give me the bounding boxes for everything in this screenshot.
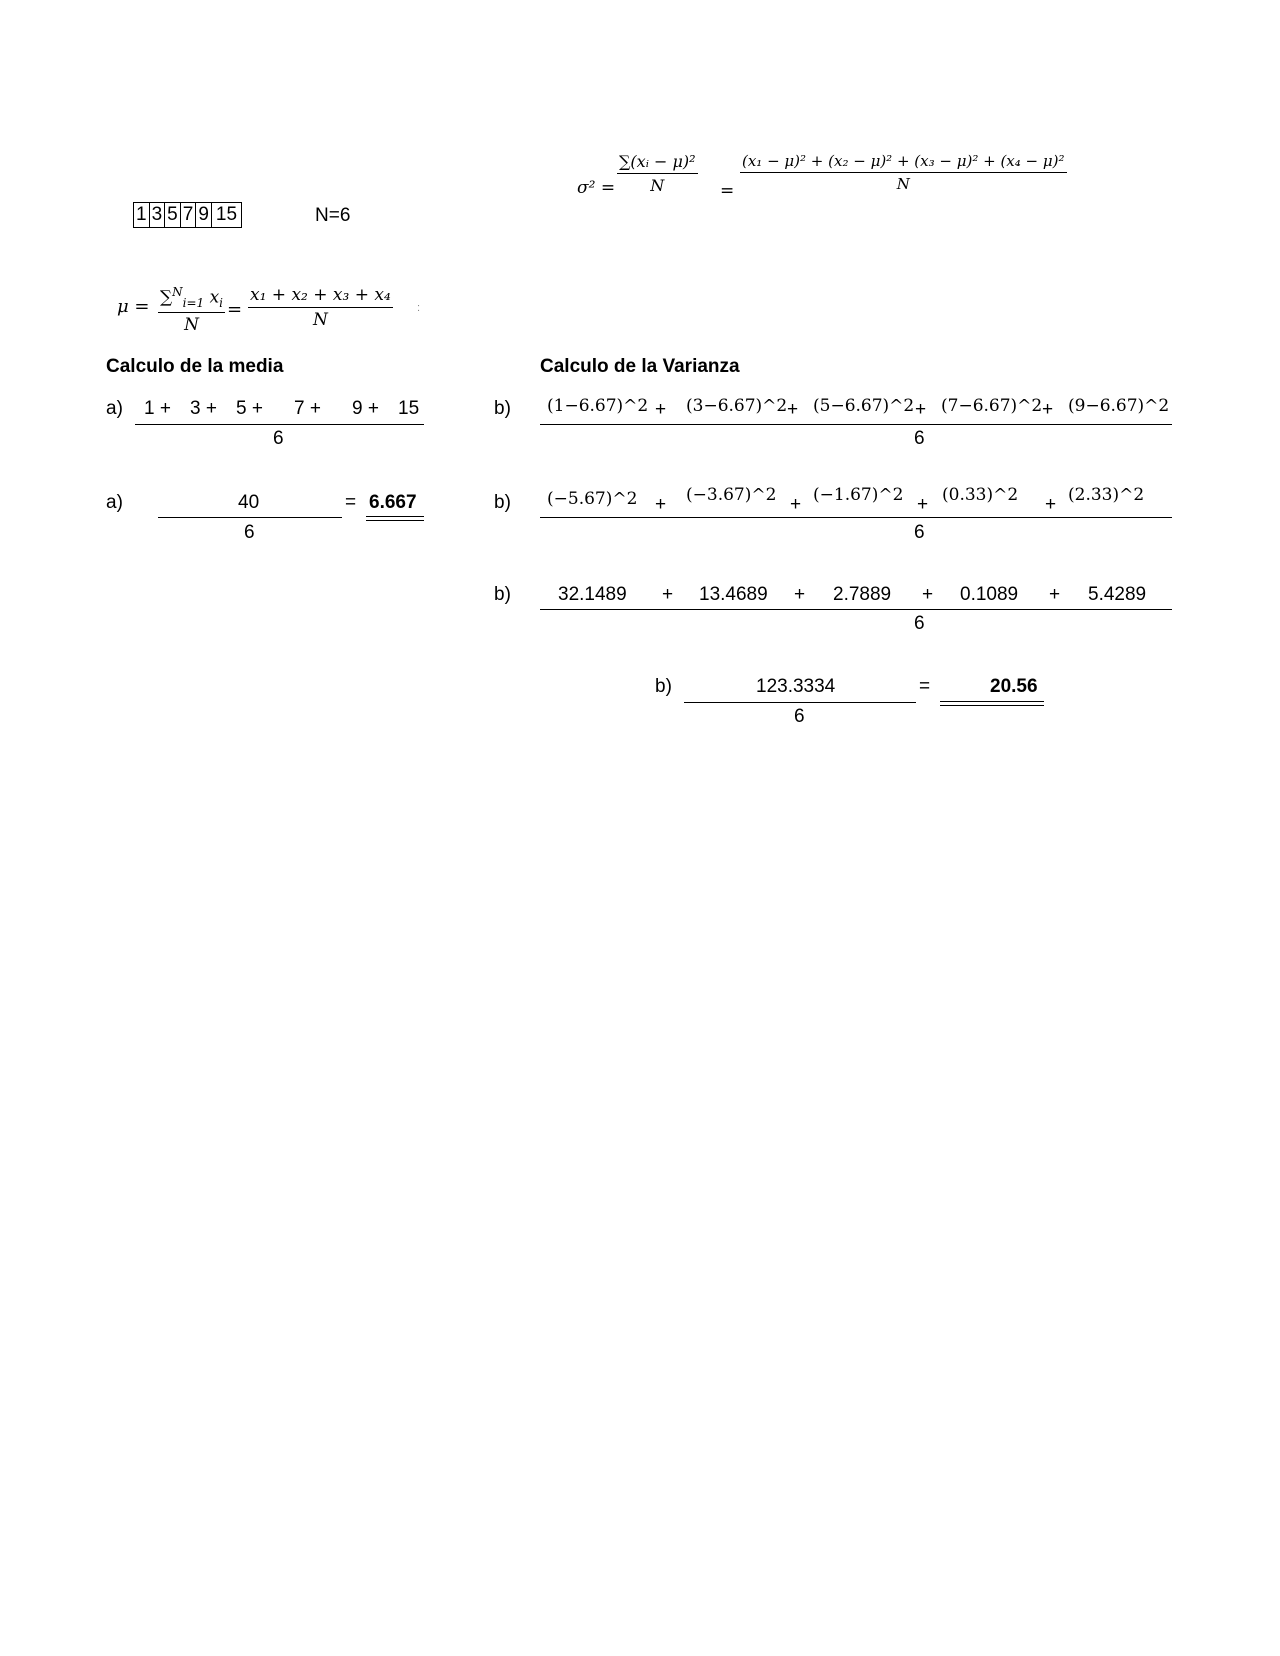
data-cell: 7 — [180, 203, 196, 228]
double-underline — [366, 516, 424, 521]
data-values-table — [133, 202, 242, 228]
fraction-bar — [684, 702, 916, 703]
media-equals: = — [345, 492, 357, 513]
plus-sign: + — [922, 584, 934, 605]
media-term: 1 + — [144, 398, 171, 419]
mean-formula-tail: : — [417, 302, 421, 314]
data-cell: 3 — [149, 203, 165, 228]
var-row1-term: (9−6.67)^2 — [1068, 396, 1170, 416]
varianza-total-denominator: 6 — [794, 706, 805, 727]
media-denominator: 6 — [273, 428, 284, 449]
var-formula-lhs: σ² = — [577, 178, 616, 198]
var-row1-term: (7−6.67)^2 — [941, 396, 1043, 416]
var-row3-term: 0.1089 — [960, 584, 1019, 605]
data-cell: 9 — [196, 203, 212, 228]
varianza-result: 20.56 — [990, 676, 1038, 697]
varianza-label: b) — [655, 676, 672, 697]
data-cell: 5 — [165, 203, 181, 228]
var-row3-term: 32.1489 — [558, 584, 627, 605]
var-row1-term: (1−6.67)^2 — [547, 396, 649, 416]
var-row2-term: (−5.67)^2 — [547, 489, 638, 509]
mean-formula-fraction-1 — [158, 285, 225, 335]
var-formula-den: N — [650, 176, 665, 195]
plus-sign: + — [1045, 494, 1057, 515]
data-cell: 15 — [211, 203, 241, 228]
var-row1-term: (5−6.67)^2 — [813, 396, 915, 416]
mean-formula-equals: = — [227, 299, 243, 320]
media-term: 15 — [398, 398, 420, 419]
mean-formula-den-2: N — [312, 310, 328, 330]
media-sum: 40 — [238, 492, 260, 513]
varianza-label: b) — [494, 584, 511, 605]
varianza-equals: = — [919, 676, 931, 697]
double-underline — [940, 701, 1044, 706]
var-formula-fraction-1 — [617, 152, 698, 195]
var-row1-denominator: 6 — [914, 428, 925, 449]
plus-sign: + — [1042, 399, 1054, 420]
media-term: 5 + — [236, 398, 263, 419]
mean-formula-lhs: μ = — [117, 296, 150, 317]
var-row2-term: (−3.67)^2 — [686, 485, 777, 505]
mean-formula-den: N — [184, 315, 199, 336]
fraction-bar — [135, 424, 424, 425]
data-cell: 1 — [134, 203, 150, 228]
media-term: 9 + — [352, 398, 379, 419]
varianza-label: b) — [494, 492, 511, 513]
var-row2-term: (2.33)^2 — [1068, 485, 1145, 505]
fraction-bar — [540, 517, 1172, 518]
plus-sign: + — [655, 494, 667, 515]
plus-sign: + — [662, 584, 674, 605]
media-sum-denominator: 6 — [244, 522, 255, 543]
fraction-bar — [540, 424, 1172, 425]
n-label: N=6 — [315, 205, 351, 226]
varianza-heading: Calculo de la Varianza — [540, 356, 740, 377]
plus-sign: + — [787, 399, 799, 420]
plus-sign: + — [1049, 584, 1061, 605]
plus-sign: + — [917, 494, 929, 515]
var-row3-term: 5.4289 — [1088, 584, 1147, 605]
plus-sign: + — [794, 584, 806, 605]
var-row3-term: 2.7889 — [833, 584, 892, 605]
media-heading: Calculo de la media — [106, 356, 284, 377]
media-term: 3 + — [190, 398, 217, 419]
var-formula-equals: = — [720, 181, 735, 201]
var-formula-sum: ∑(xᵢ − μ)² — [617, 152, 698, 174]
media-label: a) — [106, 492, 123, 513]
var-formula-fraction-2 — [740, 152, 1067, 193]
var-row3-term: 13.4689 — [699, 584, 768, 605]
plus-sign: + — [655, 399, 667, 420]
var-formula-den-2: N — [896, 175, 910, 193]
media-result: 6.667 — [369, 492, 417, 513]
varianza-label: b) — [494, 398, 511, 419]
var-row1-term: (3−6.67)^2 — [686, 396, 788, 416]
var-row3-denominator: 6 — [914, 613, 925, 634]
var-row2-term: (−1.67)^2 — [813, 485, 904, 505]
media-label: a) — [106, 398, 123, 419]
var-row2-denominator: 6 — [914, 522, 925, 543]
fraction-bar — [158, 517, 342, 518]
fraction-bar — [540, 609, 1172, 610]
var-row2-term: (0.33)^2 — [942, 485, 1019, 505]
var-formula-expansion: (x₁ − μ)² + (x₂ − μ)² + (x₃ − μ)² + (x₄ − μ)² — [740, 152, 1067, 173]
plus-sign: + — [915, 399, 927, 420]
varianza-total: 123.3334 — [756, 676, 836, 697]
mean-formula-fraction-2 — [248, 285, 393, 330]
mean-formula-expansion: x₁ + x₂ + x₃ + x₄ — [248, 285, 393, 308]
media-term: 7 + — [294, 398, 321, 419]
mean-formula-sum: ∑$^N_{i=1}$ $x_i$ — [158, 285, 225, 313]
plus-sign: + — [790, 494, 802, 515]
